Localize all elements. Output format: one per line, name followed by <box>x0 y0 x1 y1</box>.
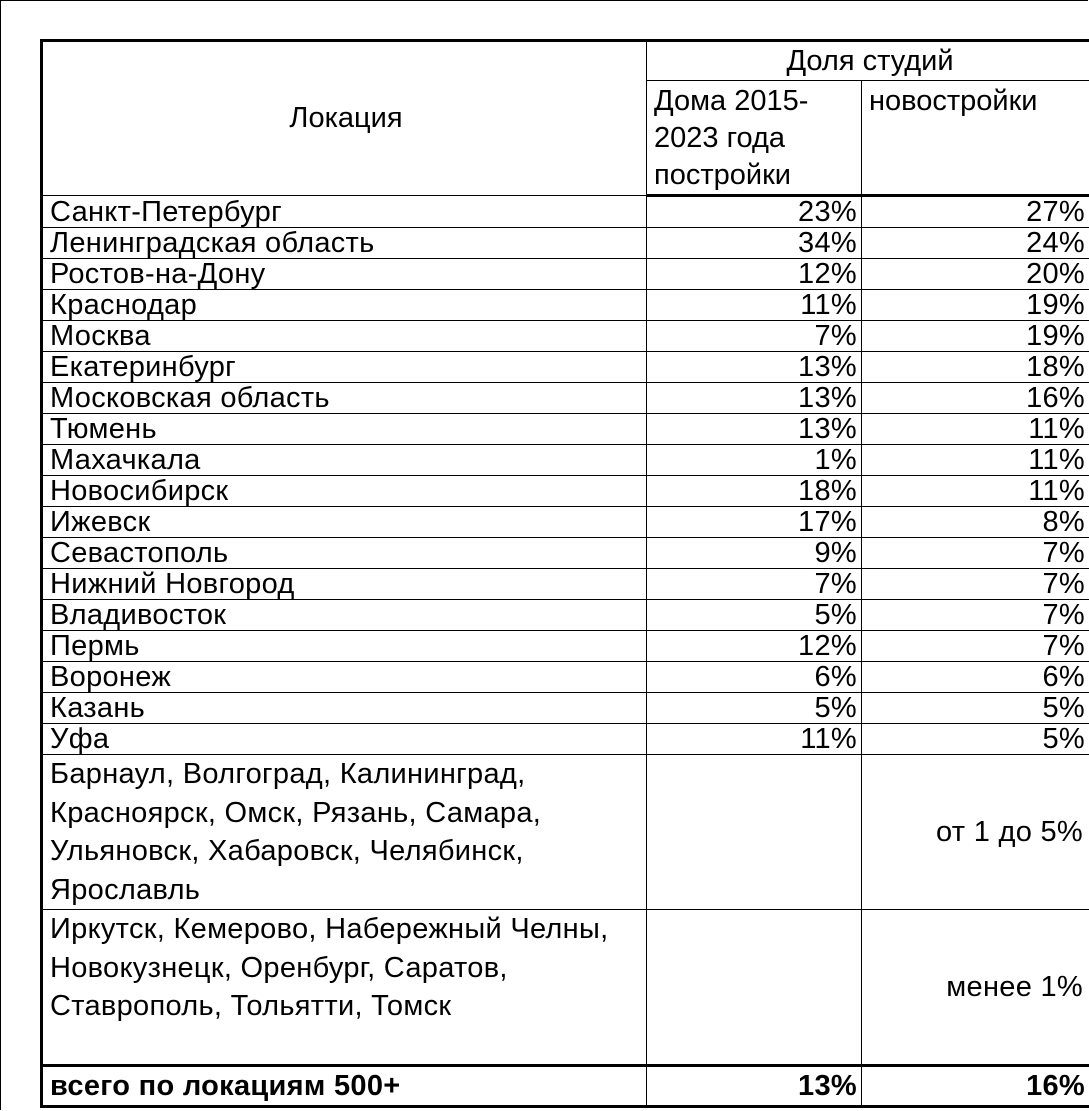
location-cell: Санкт-Петербург <box>42 196 647 228</box>
new-share-cell: 18% <box>862 352 1089 383</box>
table-row <box>42 321 1089 352</box>
table-row <box>42 724 1089 755</box>
table-row <box>42 662 1089 693</box>
existing-share-cell: 5% <box>647 600 862 631</box>
group-locations: Барнаул, Волгоград, Калининград, Красноярск, Омск, Рязань, Самара, Ульяновск, Хабаровск, Челябинск, Ярославль <box>42 755 647 910</box>
table-row-group <box>42 755 1089 910</box>
table-row <box>42 631 1089 662</box>
total-new: 16% <box>862 1066 1089 1107</box>
table-row <box>42 445 1089 476</box>
group-range: от 1 до 5% <box>862 755 1089 910</box>
location-cell: Владивосток <box>42 600 647 631</box>
table-row <box>42 290 1089 321</box>
new-share-cell: 5% <box>862 693 1089 724</box>
new-share-cell: 5% <box>862 724 1089 755</box>
existing-share-cell: 9% <box>647 538 862 569</box>
table-row <box>42 414 1089 445</box>
new-share-cell: 7% <box>862 538 1089 569</box>
header-new-buildings: новостройки <box>862 81 1089 196</box>
existing-share-cell: 13% <box>647 383 862 414</box>
new-share-cell: 8% <box>862 507 1089 538</box>
existing-share-cell: 1% <box>647 445 862 476</box>
table-row <box>42 507 1089 538</box>
table-row-group <box>42 910 1089 1066</box>
location-cell: Екатеринбург <box>42 352 647 383</box>
table-row <box>42 569 1089 600</box>
existing-share-cell: 5% <box>647 693 862 724</box>
table-row-total <box>42 1066 1089 1107</box>
location-cell: Краснодар <box>42 290 647 321</box>
new-share-cell: 24% <box>862 228 1089 259</box>
location-cell: Ижевск <box>42 507 647 538</box>
existing-share-cell: 18% <box>647 476 862 507</box>
new-share-cell: 7% <box>862 631 1089 662</box>
existing-share-cell: 11% <box>647 290 862 321</box>
existing-share-cell: 7% <box>647 569 862 600</box>
location-cell: Тюмень <box>42 414 647 445</box>
existing-share-cell: 7% <box>647 321 862 352</box>
new-share-cell: 11% <box>862 414 1089 445</box>
header-studio-share: Доля студий <box>647 41 1089 81</box>
table-row <box>42 600 1089 631</box>
group-existing-empty <box>647 910 862 1066</box>
table-body <box>42 196 1089 1107</box>
location-cell: Москва <box>42 321 647 352</box>
location-cell: Новосибирск <box>42 476 647 507</box>
new-share-cell: 19% <box>862 290 1089 321</box>
table-row <box>42 352 1089 383</box>
existing-share-cell: 23% <box>647 196 862 228</box>
new-share-cell: 11% <box>862 445 1089 476</box>
existing-share-cell: 11% <box>647 724 862 755</box>
new-share-cell: 6% <box>862 662 1089 693</box>
location-cell: Московская область <box>42 383 647 414</box>
location-cell: Уфа <box>42 724 647 755</box>
location-cell: Ленинградская область <box>42 228 647 259</box>
existing-share-cell: 34% <box>647 228 862 259</box>
header-existing-houses: Дома 2015-2023 года постройки <box>647 81 862 196</box>
table-row <box>42 476 1089 507</box>
new-share-cell: 20% <box>862 259 1089 290</box>
existing-share-cell: 12% <box>647 259 862 290</box>
existing-share-cell: 13% <box>647 352 862 383</box>
new-share-cell: 19% <box>862 321 1089 352</box>
table-row <box>42 538 1089 569</box>
table-row <box>42 383 1089 414</box>
existing-share-cell: 17% <box>647 507 862 538</box>
existing-share-cell: 6% <box>647 662 862 693</box>
header-location: Локация <box>42 41 647 196</box>
location-cell: Казань <box>42 693 647 724</box>
group-range: менее 1% <box>862 910 1089 1066</box>
total-existing: 13% <box>647 1066 862 1107</box>
existing-share-cell: 13% <box>647 414 862 445</box>
table-row <box>42 693 1089 724</box>
group-existing-empty <box>647 755 862 910</box>
location-cell: Пермь <box>42 631 647 662</box>
new-share-cell: 27% <box>862 196 1089 228</box>
studio-share-table <box>40 39 1089 1108</box>
new-share-cell: 7% <box>862 569 1089 600</box>
existing-share-cell: 12% <box>647 631 862 662</box>
location-cell: Нижний Новгород <box>42 569 647 600</box>
total-label: всего по локациям 500+ <box>42 1066 647 1107</box>
new-share-cell: 16% <box>862 383 1089 414</box>
location-cell: Махачкала <box>42 445 647 476</box>
table-row <box>42 228 1089 259</box>
location-cell: Ростов-на-Дону <box>42 259 647 290</box>
new-share-cell: 7% <box>862 600 1089 631</box>
location-cell: Воронеж <box>42 662 647 693</box>
group-locations: Иркутск, Кемерово, Набережный Челны, Новокузнецк, Оренбург, Саратов, Ставрополь, Тольятти, Томск <box>42 910 647 1066</box>
table-row <box>42 196 1089 228</box>
table-row <box>42 259 1089 290</box>
location-cell: Севастополь <box>42 538 647 569</box>
new-share-cell: 11% <box>862 476 1089 507</box>
